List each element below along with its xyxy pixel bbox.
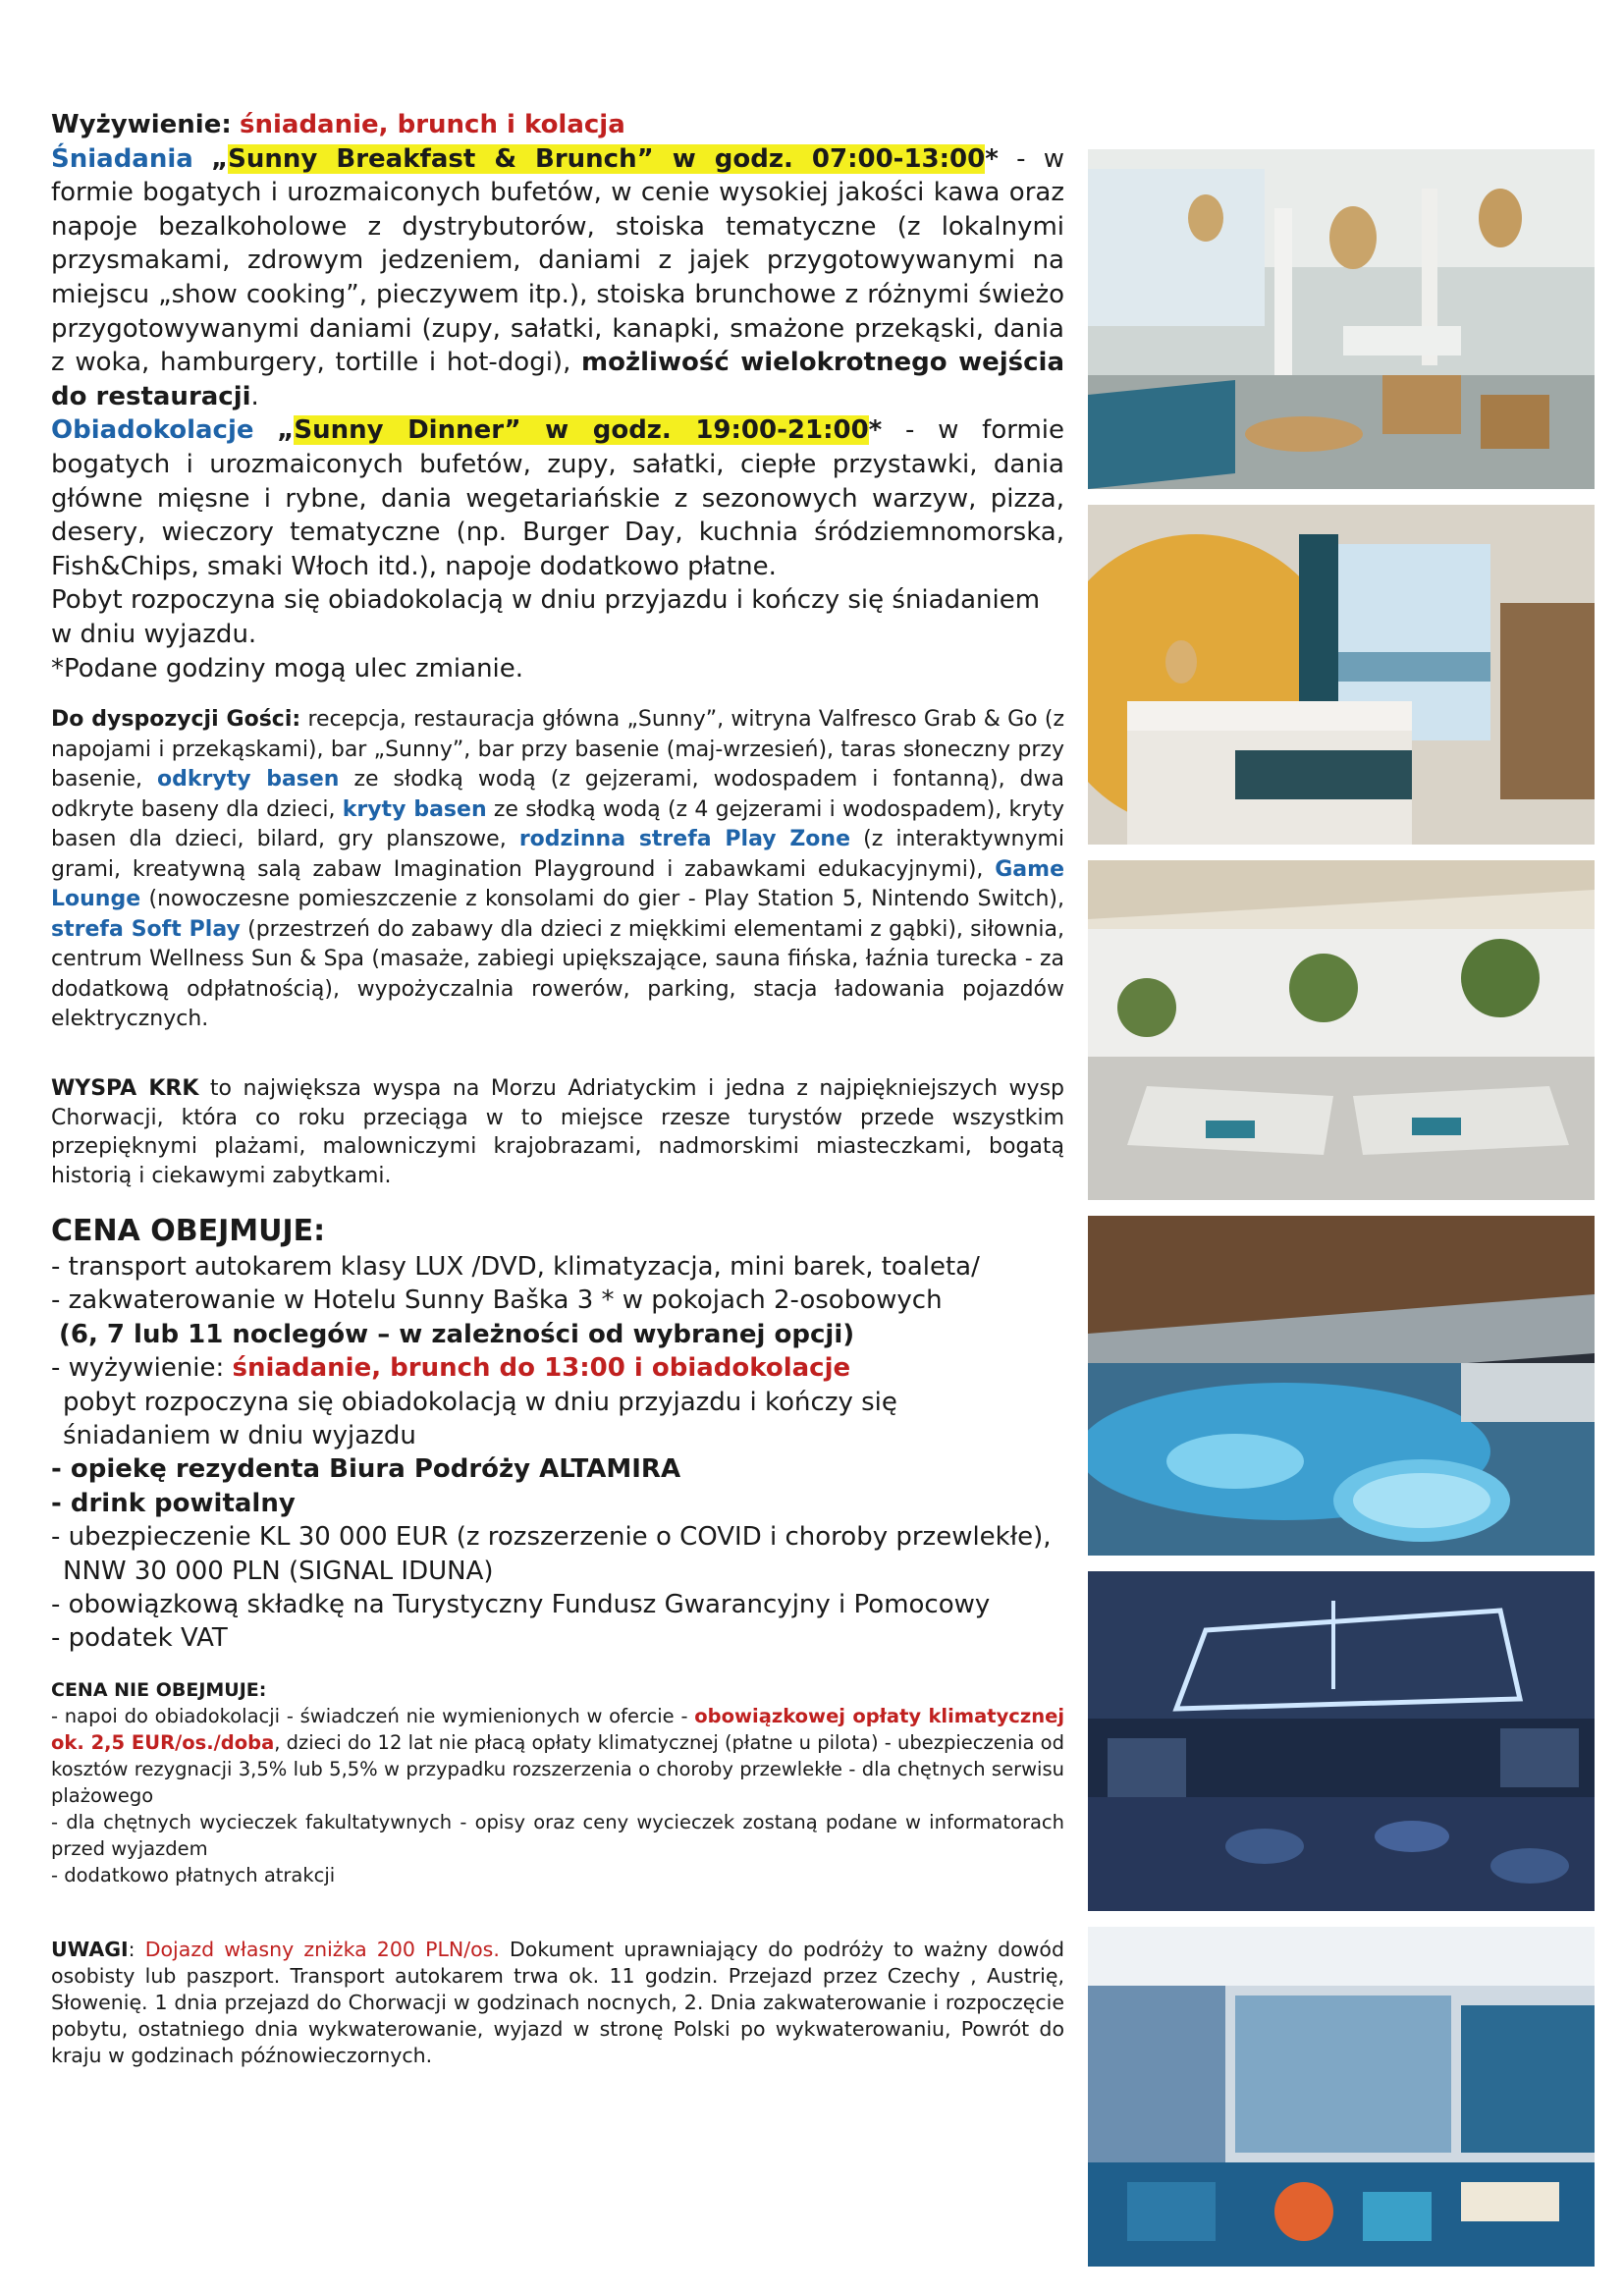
meals-section — [51, 108, 1064, 685]
excludes-trips: - dla chętnych wycieczek fakultatywnych - opisy oraz ceny wycieczek zostaną podane w informatorach przed wyjazdem — [51, 1811, 1064, 1860]
facilities-text-4: (z interaktywnymi grami, kreatywną salą zabaw Imagination Playground i zabawkami edukacyjnymi), — [51, 827, 1065, 882]
list-item — [51, 1351, 1064, 1385]
meals-heading-label: Wyżywienie: — [51, 110, 232, 139]
price-excludes-title: CENA NIE OBEJMUJE: — [51, 1679, 267, 1701]
meals-heading-value: śniadanie, brunch i kolacja — [240, 110, 625, 139]
breakfast-end: . — [250, 381, 259, 411]
list-item: (6, 7 lub 11 noclegów – w zależności od wybranej opcji) — [59, 1319, 855, 1349]
facilities-section — [51, 705, 1064, 1035]
breakfast-label: Śniadania — [51, 143, 193, 174]
list-item: NNW 30 000 PLN (SIGNAL IDUNA) — [63, 1556, 494, 1586]
facility-soft-play: strefa Soft Play — [51, 916, 241, 942]
notes-section — [51, 1937, 1064, 2069]
list-item: - transport autokarem klasy LUX /DVD, klimatyzacja, mini barek, toaleta/ — [51, 1252, 980, 1282]
breakfast-hours: Sunny Breakfast & Brunch” w godz. 07:00-13:00 — [228, 143, 986, 174]
island-label: WYSPA KRK — [51, 1076, 199, 1101]
facility-indoor-pool: kryty basen — [342, 796, 487, 822]
stay-note: Pobyt rozpoczyna się obiadokolacją w dniu przyjazdu i kończy się śniadaniem w dniu wyjazdu. — [51, 585, 1041, 649]
list-item: - opiekę rezydenta Biura Podróży ALTAMIRA — [51, 1454, 681, 1485]
dinner-quote: „ — [277, 415, 295, 446]
meals-prefix: - wyżywienie: — [51, 1353, 233, 1384]
meals-heading — [51, 108, 1064, 142]
own-transport-discount: Dojazd własny zniżka 200 PLN/os. — [144, 1938, 500, 1961]
facilities-text-1: recepcja, restauracja główna „Sunny”, witryna Valfresco Grab & Go (z napojami i przekąskami), bar „Sunny”, bar przy basenie (maj-wrzesień), taras słoneczny przy basenie, — [51, 707, 1064, 792]
price-includes-section — [51, 1213, 1064, 1656]
notes-text: Dokument uprawniający do podróży to ważny dowód osobisty lub paszport. Transport autokarem trwa ok. 11 godzin. Przejazd przez Czechy , Austrię, Słowenię. 1 dnia przejazd do Chorwacji w godzinach nocnych, 2. Dnia zakwaterowanie i rozpoczęcie pobytu, ostatniego dnia wykwaterowanie, wyjazd w stronę Polski po wykwaterowaniu, Powrót do kraju w godzinach późnowieczornych. — [51, 1938, 1064, 2067]
spa-photo — [1088, 860, 1595, 1200]
notes-paragraph — [51, 1937, 1064, 2069]
facility-play-zone: rodzinna strefa Play Zone — [518, 827, 851, 851]
facilities-text-6: (przestrzeń do zabawy dla dzieci z miękkimi elementami z gąbki), siłownia, centrum Wellness Sun & Spa (masaże, zabiegi upiększające, sauna fińska, łaźnia turecka - za dodatkową odpłatnością), wypożyczalnia rowerów, parking, stacja ładowania pojazdów elektrycznych. — [51, 916, 1064, 1031]
game-lounge-photo — [1088, 1571, 1595, 1911]
indoor-pool-photo — [1088, 1216, 1595, 1556]
dinner-paragraph — [51, 413, 1064, 583]
facilities-label: Do dyspozycji Gości: — [51, 707, 301, 732]
soft-play-photo — [1088, 1927, 1595, 2267]
hours-note: *Podane godziny mogą ulec zmianie. — [51, 653, 524, 683]
dinner-hours: Sunny Dinner” w godz. 19:00-21:00 — [294, 415, 869, 446]
excludes-attractions: - dodatkowo płatnych atrakcji — [51, 1864, 336, 1886]
breakfast-bold: możliwość wielokrotnego wejścia do restauracji — [51, 348, 1064, 411]
facilities-paragraph — [51, 705, 1064, 1035]
breakfast-quote: „ — [211, 143, 229, 174]
facilities-text-3: ze słodką wodą (z 4 gejzerami i wodospadem), kryty basen dla dzieci, bilard, gry planszowe, — [51, 796, 1064, 851]
restaurant-photo — [1088, 149, 1595, 489]
facilities-text-5: (nowoczesne pomieszczenie z konsolami do gier - Play Station 5, Nintendo Switch), — [140, 887, 1064, 911]
notes-colon: : — [128, 1938, 145, 1961]
facility-game-lounge: Game Lounge — [51, 856, 1064, 911]
excludes-paragraph — [51, 1703, 1064, 1809]
list-item: śniadaniem w dniu wyjazdu — [63, 1421, 416, 1451]
price-excludes-section — [51, 1677, 1064, 1888]
breakfast-description: - w formie bogatych i urozmaiconych bufetów, w cenie wysokiej jakości kawa oraz napoje bezalkoholowe z dystrybutorów, stoiska tematyczne (z lokalnymi przysmakami, zdrowym jedzeniem, daniami z jajek przygotowywanymi na miejscu „show cooking”, pieczywem itp.), stoiska brunchowe z różnymi świeżo przygotowywanymi daniami (zupy, sałatki, kanapki, smażone przekąski, dania z woka, hamburgery, tortille i hot-dogi), — [51, 143, 1064, 378]
dinner-label: Obiadokolacje — [51, 415, 254, 446]
facilities-text-2: ze słodką wodą (z gejzerami, wodospadem i fontanną), dwa odkryte baseny dla dzieci, — [51, 767, 1064, 822]
list-item: pobyt rozpoczyna się obiadokolacją w dniu przyjazdu i kończy się — [63, 1387, 897, 1417]
dinner-star: * — [868, 415, 883, 446]
excludes-text-2: , dzieci do 12 lat nie płacą opłaty klimatycznej (płatne u pilota) - ubezpieczenia od kosztów rezygnacji 3,5% lub 5,5% w przypadku rozszerzenia o choroby przewlekłe - dla chętnych serwisu plażowego — [51, 1731, 1064, 1807]
list-item: - ubezpieczenie KL 30 000 EUR (z rozszerzenie o COVID i choroby przewlekłe), — [51, 1522, 1052, 1553]
list-item: - obowiązkową składkę na Turystyczny Fundusz Gwarancyjny i Pomocowy — [51, 1590, 991, 1620]
notes-label: UWAGI — [51, 1938, 129, 1961]
excludes-text-1: - napoi do obiadokolacji - świadczeń nie wymienionych w ofercie - — [51, 1705, 695, 1727]
meals-included: śniadanie, brunch do 13:00 i obiadokolacje — [232, 1353, 851, 1384]
list-item: - podatek VAT — [51, 1623, 228, 1654]
facility-outdoor-pool: odkryty basen — [157, 767, 340, 792]
room-photo — [1088, 505, 1595, 845]
island-text: to największa wyspa na Morzu Adriatyckim i jedna z najpiękniejszych wysp Chorwacji, która co roku przeciąga w to miejsce rzesze turystów przede wszystkim przepięknymi plażami, malowniczymi krajobrazami, nadmorskimi miasteczkami, bogatą historią i ciekawymi zabytkami. — [51, 1076, 1064, 1188]
island-section — [51, 1074, 1064, 1190]
climate-fee: obowiązkowej opłaty klimatycznej ok. 2,5 EUR/os./doba — [51, 1705, 1065, 1754]
list-item: - drink powitalny — [51, 1488, 296, 1518]
breakfast-star: * — [985, 143, 999, 174]
list-item: - zakwaterowanie w Hotelu Sunny Baška 3 * w pokojach 2-osobowych — [51, 1285, 943, 1316]
dinner-description: - w formie bogatych i urozmaiconych bufetów, zupy, sałatki, ciepłe przystawki, dania główne mięsne i rybne, dania wegetariańskie z sezonowych warzyw, pizza, desery, wieczory tematyczne (np. Burger Day, kuchnia śródziemnomorska, Fish&Chips, smaki Włoch itd.), napoje dodatkowo płatne. — [51, 415, 1065, 581]
island-paragraph — [51, 1074, 1064, 1190]
breakfast-paragraph — [51, 142, 1064, 414]
price-includes-title: CENA OBEJMUJE: — [51, 1214, 326, 1248]
